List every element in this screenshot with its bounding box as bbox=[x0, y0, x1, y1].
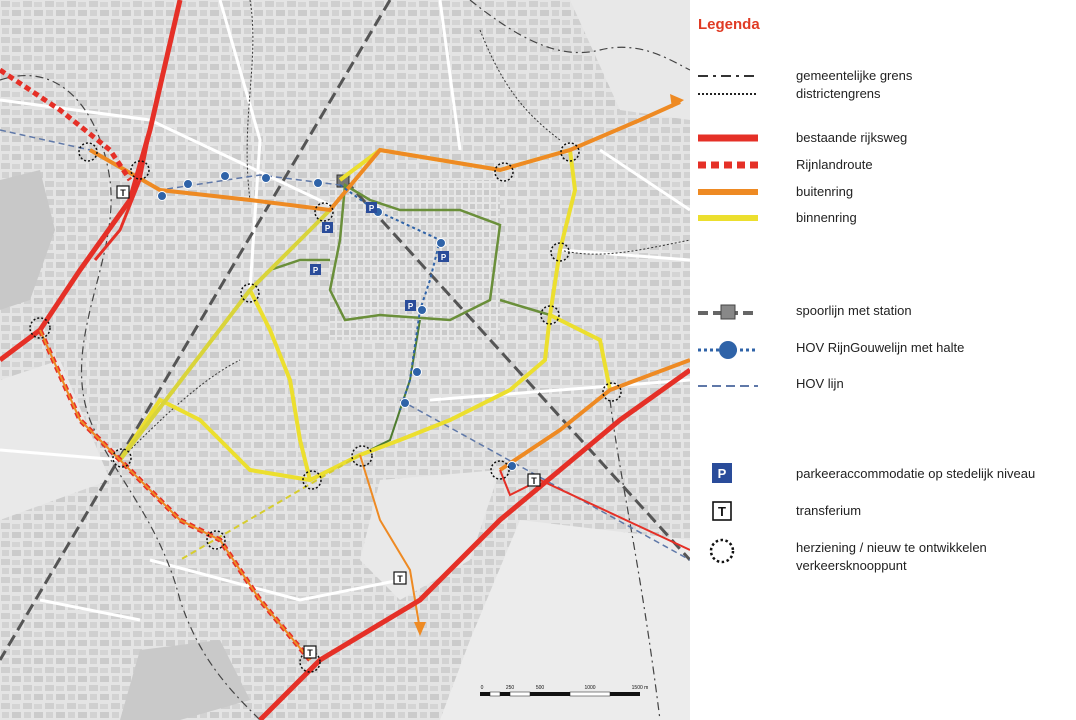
svg-text:T: T bbox=[397, 574, 403, 584]
hov-stop[interactable] bbox=[221, 172, 230, 181]
legend-label: gemeentelijke grens bbox=[796, 68, 913, 83]
hov-line-icon bbox=[696, 374, 760, 398]
svg-text:P: P bbox=[324, 224, 331, 233]
dotted-line-icon bbox=[696, 84, 760, 108]
transferium-icon[interactable] bbox=[117, 186, 129, 198]
legend-label: verkeersknooppunt bbox=[796, 558, 907, 573]
hov-stop[interactable] bbox=[262, 174, 271, 183]
transferium-icon[interactable] bbox=[304, 646, 316, 658]
parking-icon bbox=[696, 462, 760, 486]
hov-stop[interactable] bbox=[437, 239, 446, 248]
hov-stop[interactable] bbox=[413, 368, 422, 377]
svg-text:T: T bbox=[531, 476, 537, 486]
scale-label: 0 bbox=[480, 685, 484, 691]
hov-stop-icon bbox=[696, 338, 760, 362]
svg-text:T: T bbox=[307, 648, 313, 658]
legend-label: transferium bbox=[796, 503, 862, 518]
yellow-road-icon bbox=[696, 208, 760, 232]
transferium-icon bbox=[696, 500, 760, 524]
legend-panel bbox=[690, 0, 1076, 720]
historic-centre bbox=[330, 180, 500, 340]
legend-label: HOV lijn bbox=[796, 376, 844, 391]
legend-label: bestaande rijksweg bbox=[796, 130, 908, 145]
svg-text:P: P bbox=[368, 204, 375, 213]
orange-road-icon bbox=[696, 182, 760, 206]
parking-icon[interactable] bbox=[405, 300, 416, 311]
legend-label: buitenring bbox=[796, 184, 854, 199]
scale-label: 250 bbox=[505, 685, 515, 691]
legend-label: herziening / nieuw te ontwikkelen bbox=[796, 540, 987, 555]
transferium-icon[interactable] bbox=[528, 474, 540, 486]
svg-text:P: P bbox=[440, 253, 447, 262]
hov-stop[interactable] bbox=[158, 192, 167, 201]
legend-label: districtengrens bbox=[796, 86, 881, 101]
hov-stop[interactable] bbox=[401, 399, 410, 408]
svg-text:T: T bbox=[718, 504, 726, 519]
legend-title: Legenda bbox=[698, 16, 760, 33]
transferium-icon[interactable] bbox=[394, 572, 406, 584]
parking-icon[interactable] bbox=[310, 264, 321, 275]
hov-stop[interactable] bbox=[314, 179, 323, 188]
scale-label: 1500 m bbox=[631, 685, 649, 691]
legend-label: spoorlijn met station bbox=[796, 303, 912, 318]
parking-icon[interactable] bbox=[438, 251, 449, 262]
legend-label: Rijnlandroute bbox=[796, 157, 873, 172]
scale-label: 500 bbox=[535, 685, 545, 691]
parking-icon[interactable] bbox=[366, 202, 377, 213]
red-road-icon bbox=[696, 128, 760, 152]
legend-label: binnenring bbox=[796, 210, 857, 225]
svg-text:T: T bbox=[120, 188, 126, 198]
red-dotted-road-icon bbox=[696, 155, 760, 179]
junction-icon bbox=[696, 537, 760, 567]
hov-stop[interactable] bbox=[184, 180, 193, 189]
hov-stop[interactable] bbox=[418, 306, 427, 315]
svg-text:P: P bbox=[312, 266, 319, 275]
svg-text:P: P bbox=[407, 302, 414, 311]
scale-label: 1000 bbox=[584, 685, 596, 691]
svg-text:P: P bbox=[717, 466, 727, 481]
legend-label: HOV RijnGouwelijn met halte bbox=[796, 340, 965, 355]
parking-icon[interactable] bbox=[322, 222, 333, 233]
railway-station-icon bbox=[696, 301, 760, 325]
legend-label: parkeeraccommodatie op stedelijk niveau bbox=[796, 466, 1036, 481]
